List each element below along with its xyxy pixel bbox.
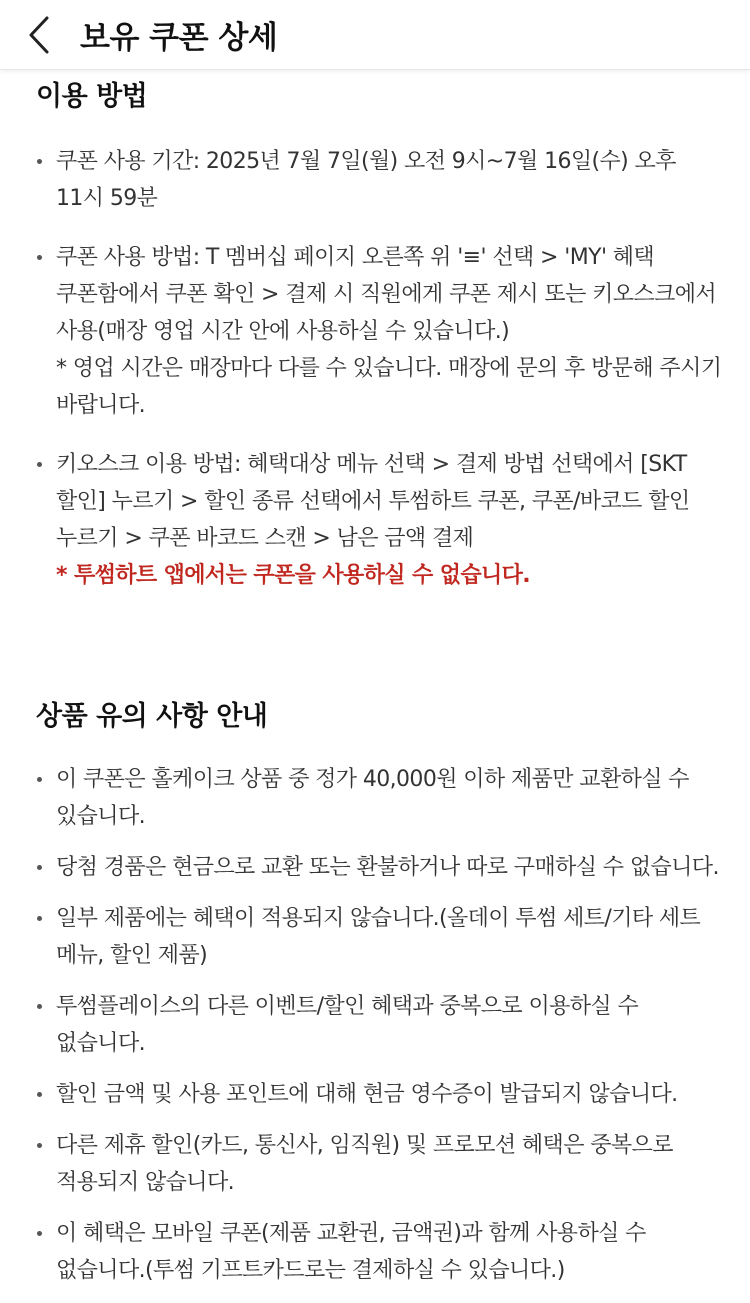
usage-item-text: 쿠폰 사용 방법: T 멤버십 페이지 오른쪽 위 '≡' 선택 > 'MY' 혜택 쿠폰함에서 쿠폰 확인 > 결제 시 직원에게 쿠폰 제시 또는 키오스크에서 사용(매장 영업 시간 안에 사용하실 수 있습니다.) — [56, 245, 717, 344]
list-item: 이 혜택은 모바일 쿠폰(제품 교환권, 금액권)과 함께 사용하실 수 없습니다.(투썸 기프트카드로는 결제하실 수 있습니다.) — [36, 1215, 726, 1289]
usage-section-title: 이용 방법 — [36, 81, 148, 112]
usage-item-text: 키오스크 이용 방법: 혜택대상 메뉴 선택 > 결제 방법 선택에서 [SKT 할인] 누르기 > 할인 종류 선택에서 투썸하트 쿠폰, 쿠폰/바코드 할인 누르기 > 쿠폰 바코드 스캔 > 남은 금액 결제 — [56, 452, 690, 551]
list-item: 이 쿠폰은 홀케이크 상품 중 정가 40,000원 이하 제품만 교환하실 수 있습니다. — [36, 761, 726, 835]
notice-section-title: 상품 유의 사항 안내 — [36, 701, 268, 732]
usage-item-note: * 영업 시간은 매장마다 다를 수 있습니다. 매장에 문의 후 방문해 주시기 바랍니다. — [56, 356, 722, 418]
usage-item-text: 쿠폰 사용 기간: 2025년 7월 7일(월) 오전 9시~7월 16일(수) 오후 11시 59분 — [56, 149, 676, 211]
usage-item-method — [36, 239, 726, 424]
list-item: 일부 제품에는 혜택이 적용되지 않습니다.(올데이 투썸 세트/기타 세트 메뉴, 할인 제품) — [36, 900, 726, 974]
coupon-detail-content — [0, 70, 750, 1303]
list-item: 다른 제휴 할인(카드, 통신사, 임직원) 및 프로모션 혜택은 중복으로 적용되지 않습니다. — [36, 1127, 726, 1201]
notice-list — [36, 761, 726, 1289]
app-header — [0, 0, 750, 70]
usage-item-kiosk — [36, 446, 726, 594]
usage-list — [36, 143, 726, 594]
usage-section — [36, 74, 726, 594]
page-title: 보유 쿠폰 상세 — [80, 20, 278, 56]
usage-item-warning: * 투썸하트 앱에서는 쿠폰을 사용하실 수 없습니다. — [56, 563, 531, 588]
list-item: 당첨 경품은 현금으로 교환 또는 환불하거나 따로 구매하실 수 없습니다. — [36, 849, 726, 886]
usage-item-period — [36, 143, 726, 217]
list-item: 투썸플레이스의 다른 이벤트/할인 혜택과 중복으로 이용하실 수 없습니다. — [36, 988, 726, 1062]
list-item: 할인 금액 및 사용 포인트에 대해 현금 영수증이 발급되지 않습니다. — [36, 1076, 726, 1113]
back-button[interactable] — [0, 0, 80, 70]
notice-section — [36, 694, 726, 1289]
chevron-left-icon — [25, 15, 55, 55]
